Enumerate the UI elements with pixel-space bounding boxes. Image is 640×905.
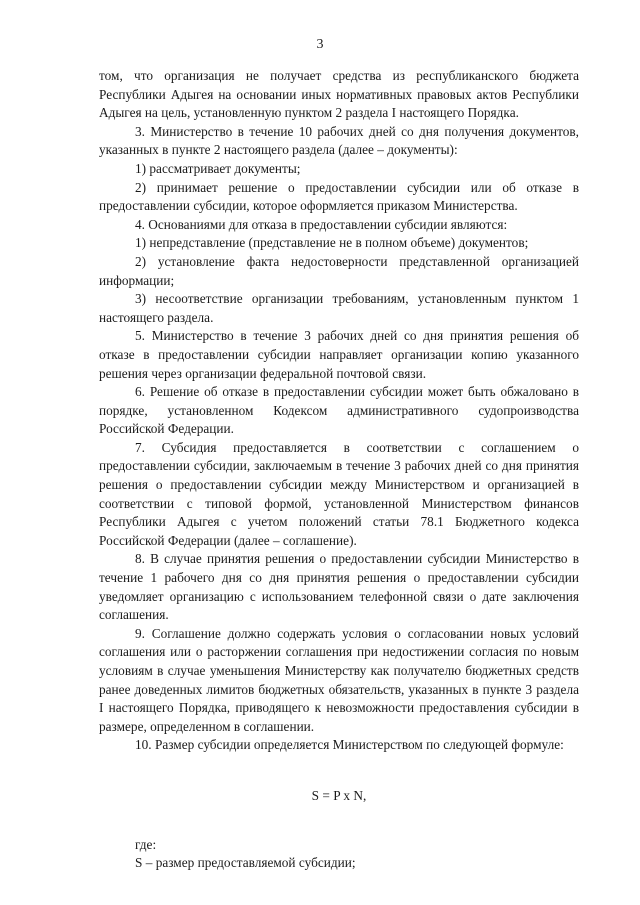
paragraph: 2) принимает решение о предоставлении субсидии или об отказе в предоставлении субсидии, которое оформляется приказом Министерства. (99, 179, 579, 214)
where-label: где: (135, 836, 157, 852)
paragraph: 3) несоответствие организации требованиям, установленным пунктом 1 настоящего раздела. (99, 291, 579, 325)
paragraph: 5. Министерство в течение 3 рабочих дней со дня принятия решения об отказе в предоставлении субсидии направляет организации копию указанного решения через организации федеральной почтовой связи. (99, 328, 579, 381)
paragraph: 9. Соглашение должно содержать условия о согласовании новых условий соглашения или о расторжении соглашения при недостижении согласия по новым условиям в случае уменьшения Министерству как получателю бюджетных средств ранее доведенных лимитов бюджетных обязательств, указанных в пункте 3 раздела I настоящего Порядка, приводящего к невозможности предоставления субсидии в размере, определенном в соглашении. (99, 625, 579, 734)
paragraph: 10. Размер субсидии определяется Министерством по следующей формуле: (135, 737, 564, 753)
definition-item: S – размер предоставляемой субсидии; (135, 855, 356, 871)
paragraph: 6. Решение об отказе в предоставлении субсидии может быть обжаловано в порядке, установленном Кодексом административного судопроизводства Российской Федерации. (99, 384, 579, 437)
paragraph: 8. В случае принятия решения о предоставлении субсидии Министерство в течение 1 рабочего дня со дня принятия решения о предоставлении субсидии уведомляет организацию с использованием телефонной связи о дате заключения соглашения. (99, 551, 579, 623)
document-body (99, 67, 579, 873)
subsidy-formula: S = P x N, (311, 787, 367, 803)
page-number: 3 (316, 37, 324, 52)
paragraph: 1) непредставление (представление не в полном объеме) документов; (135, 235, 529, 251)
paragraph: 7. Субсидия предоставляется в соответствии с соглашением о предоставлении субсидии, заключаемым в течение 3 рабочих дней со дня принятия решения о предоставлении субсидии между Министерством и организацией в соответствии с типовой формой, установленной Министерством финансов Республики Адыгея с учетом положений статьи 78.1 Бюджетного кодекса Российской Федерации (далее – соглашение). (99, 439, 579, 548)
paragraph: 2) установление факта недостоверности представленной организацией информации; (99, 253, 579, 288)
paragraph: том, что организация не получает средства из республиканского бюджета Республики Адыгея на основании иных нормативных правовых актов Республики Адыгея на цель, установленную пунктом 2 раздела I настоящего Порядка. (99, 68, 579, 121)
paragraph: 1) рассматривает документы; (135, 160, 301, 176)
paragraph: 4. Основаниями для отказа в предоставлении субсидии являются: (135, 216, 508, 232)
paragraph: 3. Министерство в течение 10 рабочих дней со дня получения документов, указанных в пункте 2 настоящего раздела (далее – документы): (99, 123, 579, 158)
